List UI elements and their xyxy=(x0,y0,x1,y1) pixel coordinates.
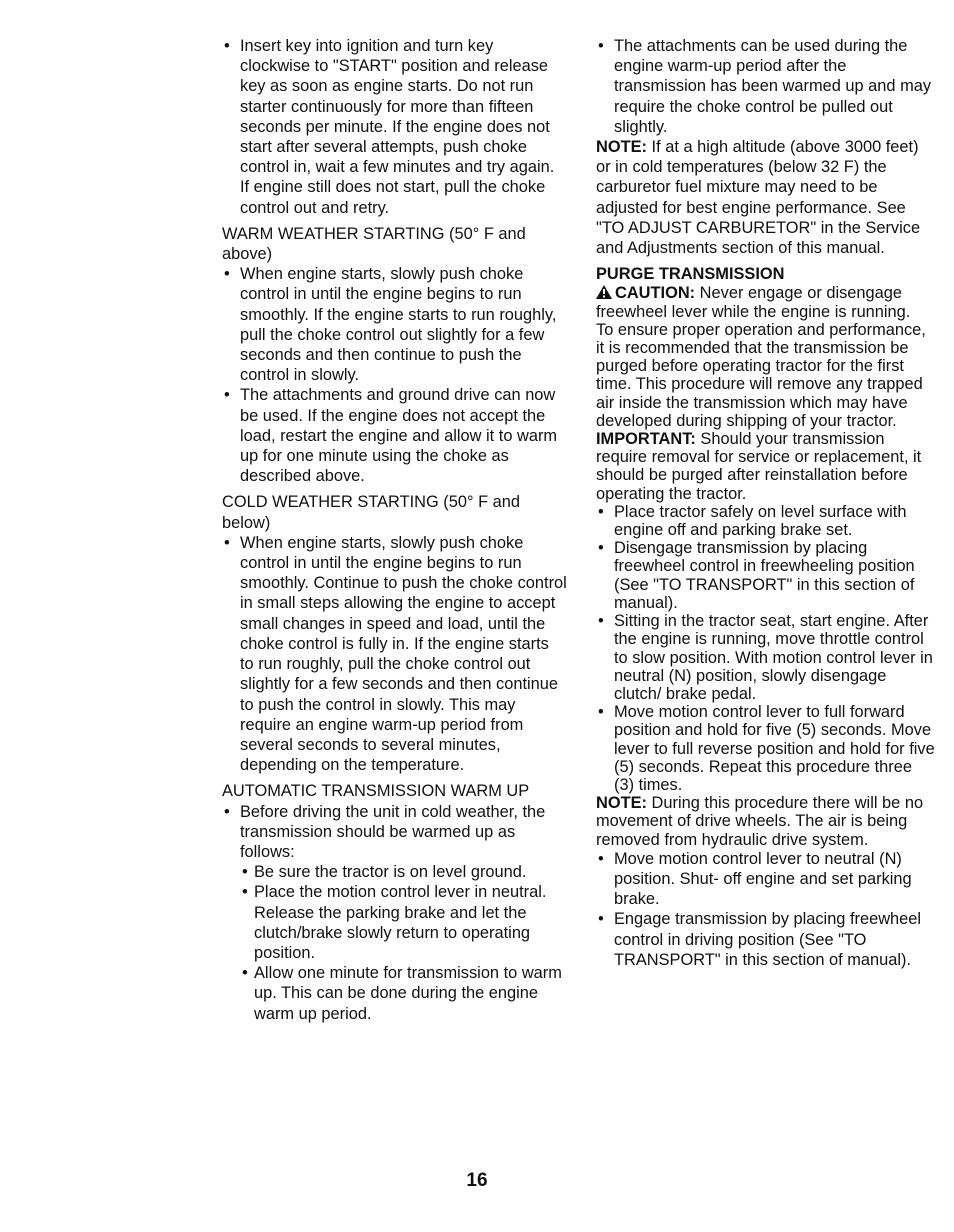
right-column xyxy=(596,36,936,970)
attachments-item: • The attachments can be used during the engine warm-up period after the transmission has been warmed up and may require the choke control be pulled out slightly. xyxy=(596,36,936,137)
auto-transmission-subitem-1: • Be sure the tractor is on level ground. xyxy=(240,862,567,882)
caution-text: Never engage or disengage freewheel lever while the engine is running. xyxy=(596,284,911,321)
altitude-note xyxy=(596,137,936,258)
caution-label: CAUTION: xyxy=(615,284,696,303)
note-text-2: During this procedure there will be no movement of drive wheels. The air is being removed from hydraulic drive system. xyxy=(596,794,924,849)
purge-intro-paragraph: To ensure proper operation and performance, it is recommended that the transmission be purged before operating tractor for the first time. This procedure will remove any trapped air inside the transmission which may have developed during shipping of your tractor. xyxy=(596,320,926,430)
auto-transmission-heading: AUTOMATIC TRANSMISSION WARM UP xyxy=(222,782,530,801)
note-label: NOTE: xyxy=(596,138,647,157)
final-step-1: • Move motion control lever to neutral (N) position. Shut- off engine and set parking brake. xyxy=(596,849,936,910)
start-instruction-item: • Insert key into ignition and turn key clockwise to "START" position and release key as soon as engine starts. Do not run starter continuously for more than fifteen seconds per minute. If the engine does not start after several attempts, push choke control in, wait a few minutes and try again. If engine still does not start, pull the choke control out and retry. xyxy=(222,36,567,218)
page-number: 16 xyxy=(466,1170,488,1191)
important-label: IMPORTANT: xyxy=(596,430,696,449)
left-column xyxy=(222,36,567,1024)
drive-wheels-note xyxy=(596,794,936,849)
caution-paragraph xyxy=(596,284,936,320)
auto-transmission-subitem-3: • Allow one minute for transmission to warm up. This can be done during the engine warm up period. xyxy=(240,963,567,1024)
cold-weather-item-1: • When engine starts, slowly push choke control in until the engine begins to run smoothly. Continue to push the choke control in small steps allowing the engine to accept small changes in speed and load, until the choke control is fully in. If the engine starts to run roughly, pull the choke control out slightly for a few seconds and then continue to push the control in slowly. This may require an engine warm-up period from several seconds to several minutes, depending on the temperature. xyxy=(222,533,567,775)
auto-transmission-item: • Before driving the unit in cold weather, the transmission should be warmed up as follows: xyxy=(222,802,567,863)
purge-step-2: • Disengage transmission by placing freewheel control in freewheeling position (See "TO TRANSPORT" in this section of manual). xyxy=(596,539,936,612)
warning-triangle-icon xyxy=(596,285,612,299)
note-label-2: NOTE: xyxy=(596,794,647,813)
cold-weather-heading: COLD WEATHER STARTING (50° F and below) xyxy=(222,493,520,532)
warm-weather-heading: WARM WEATHER STARTING (50° F and above) xyxy=(222,224,526,264)
purge-transmission-heading xyxy=(596,264,936,284)
important-text: Should your transmission require removal for service or replacement, it should be purged after reinstallation before operating the tractor. xyxy=(596,430,922,503)
note-text: If at a high altitude (above 3000 feet) or in cold temperatures (below 32 F) the carburetor fuel mixture may need to be adjusted for best engine performance. See "TO ADJUST CARBURETOR" in the Service and Adjustments section of this manual. xyxy=(596,138,921,258)
auto-transmission-subitem-2: • Place the motion control lever in neutral. Release the parking brake and let the clutch/brake slowly return to operating position. xyxy=(240,882,567,963)
purge-step-4: • Move motion control lever to full forward position and hold for five (5) seconds. Move lever to full reverse position and hold for five (5) seconds. Repeat this procedure three (3) times. xyxy=(596,703,936,794)
final-step-2: • Engage transmission by placing freewheel control in driving position (See "TO TRANSPORT" in this section of manual). xyxy=(596,909,936,970)
warm-weather-item-1: • When engine starts, slowly push choke control in until the engine begins to run smoothly. If the engine starts to run roughly, pull the choke control out slightly for a few seconds and then continue to push the control in slowly. xyxy=(222,264,567,385)
important-paragraph xyxy=(596,430,936,503)
purge-step-3: • Sitting in the tractor seat, start engine. After the engine is running, move throttle control to slow position. With motion control lever in neutral (N) position, slowly disengage clutch/ brake pedal. xyxy=(596,612,936,703)
warm-weather-item-2: • The attachments and ground drive can now be used. If the engine does not accept the load, restart the engine and allow it to warm up for one minute using the choke as described above. xyxy=(222,385,567,486)
purge-heading-text: PURGE TRANSMISSION xyxy=(596,265,785,284)
purge-step-1: • Place tractor safely on level surface with engine off and parking brake set. xyxy=(596,503,936,539)
